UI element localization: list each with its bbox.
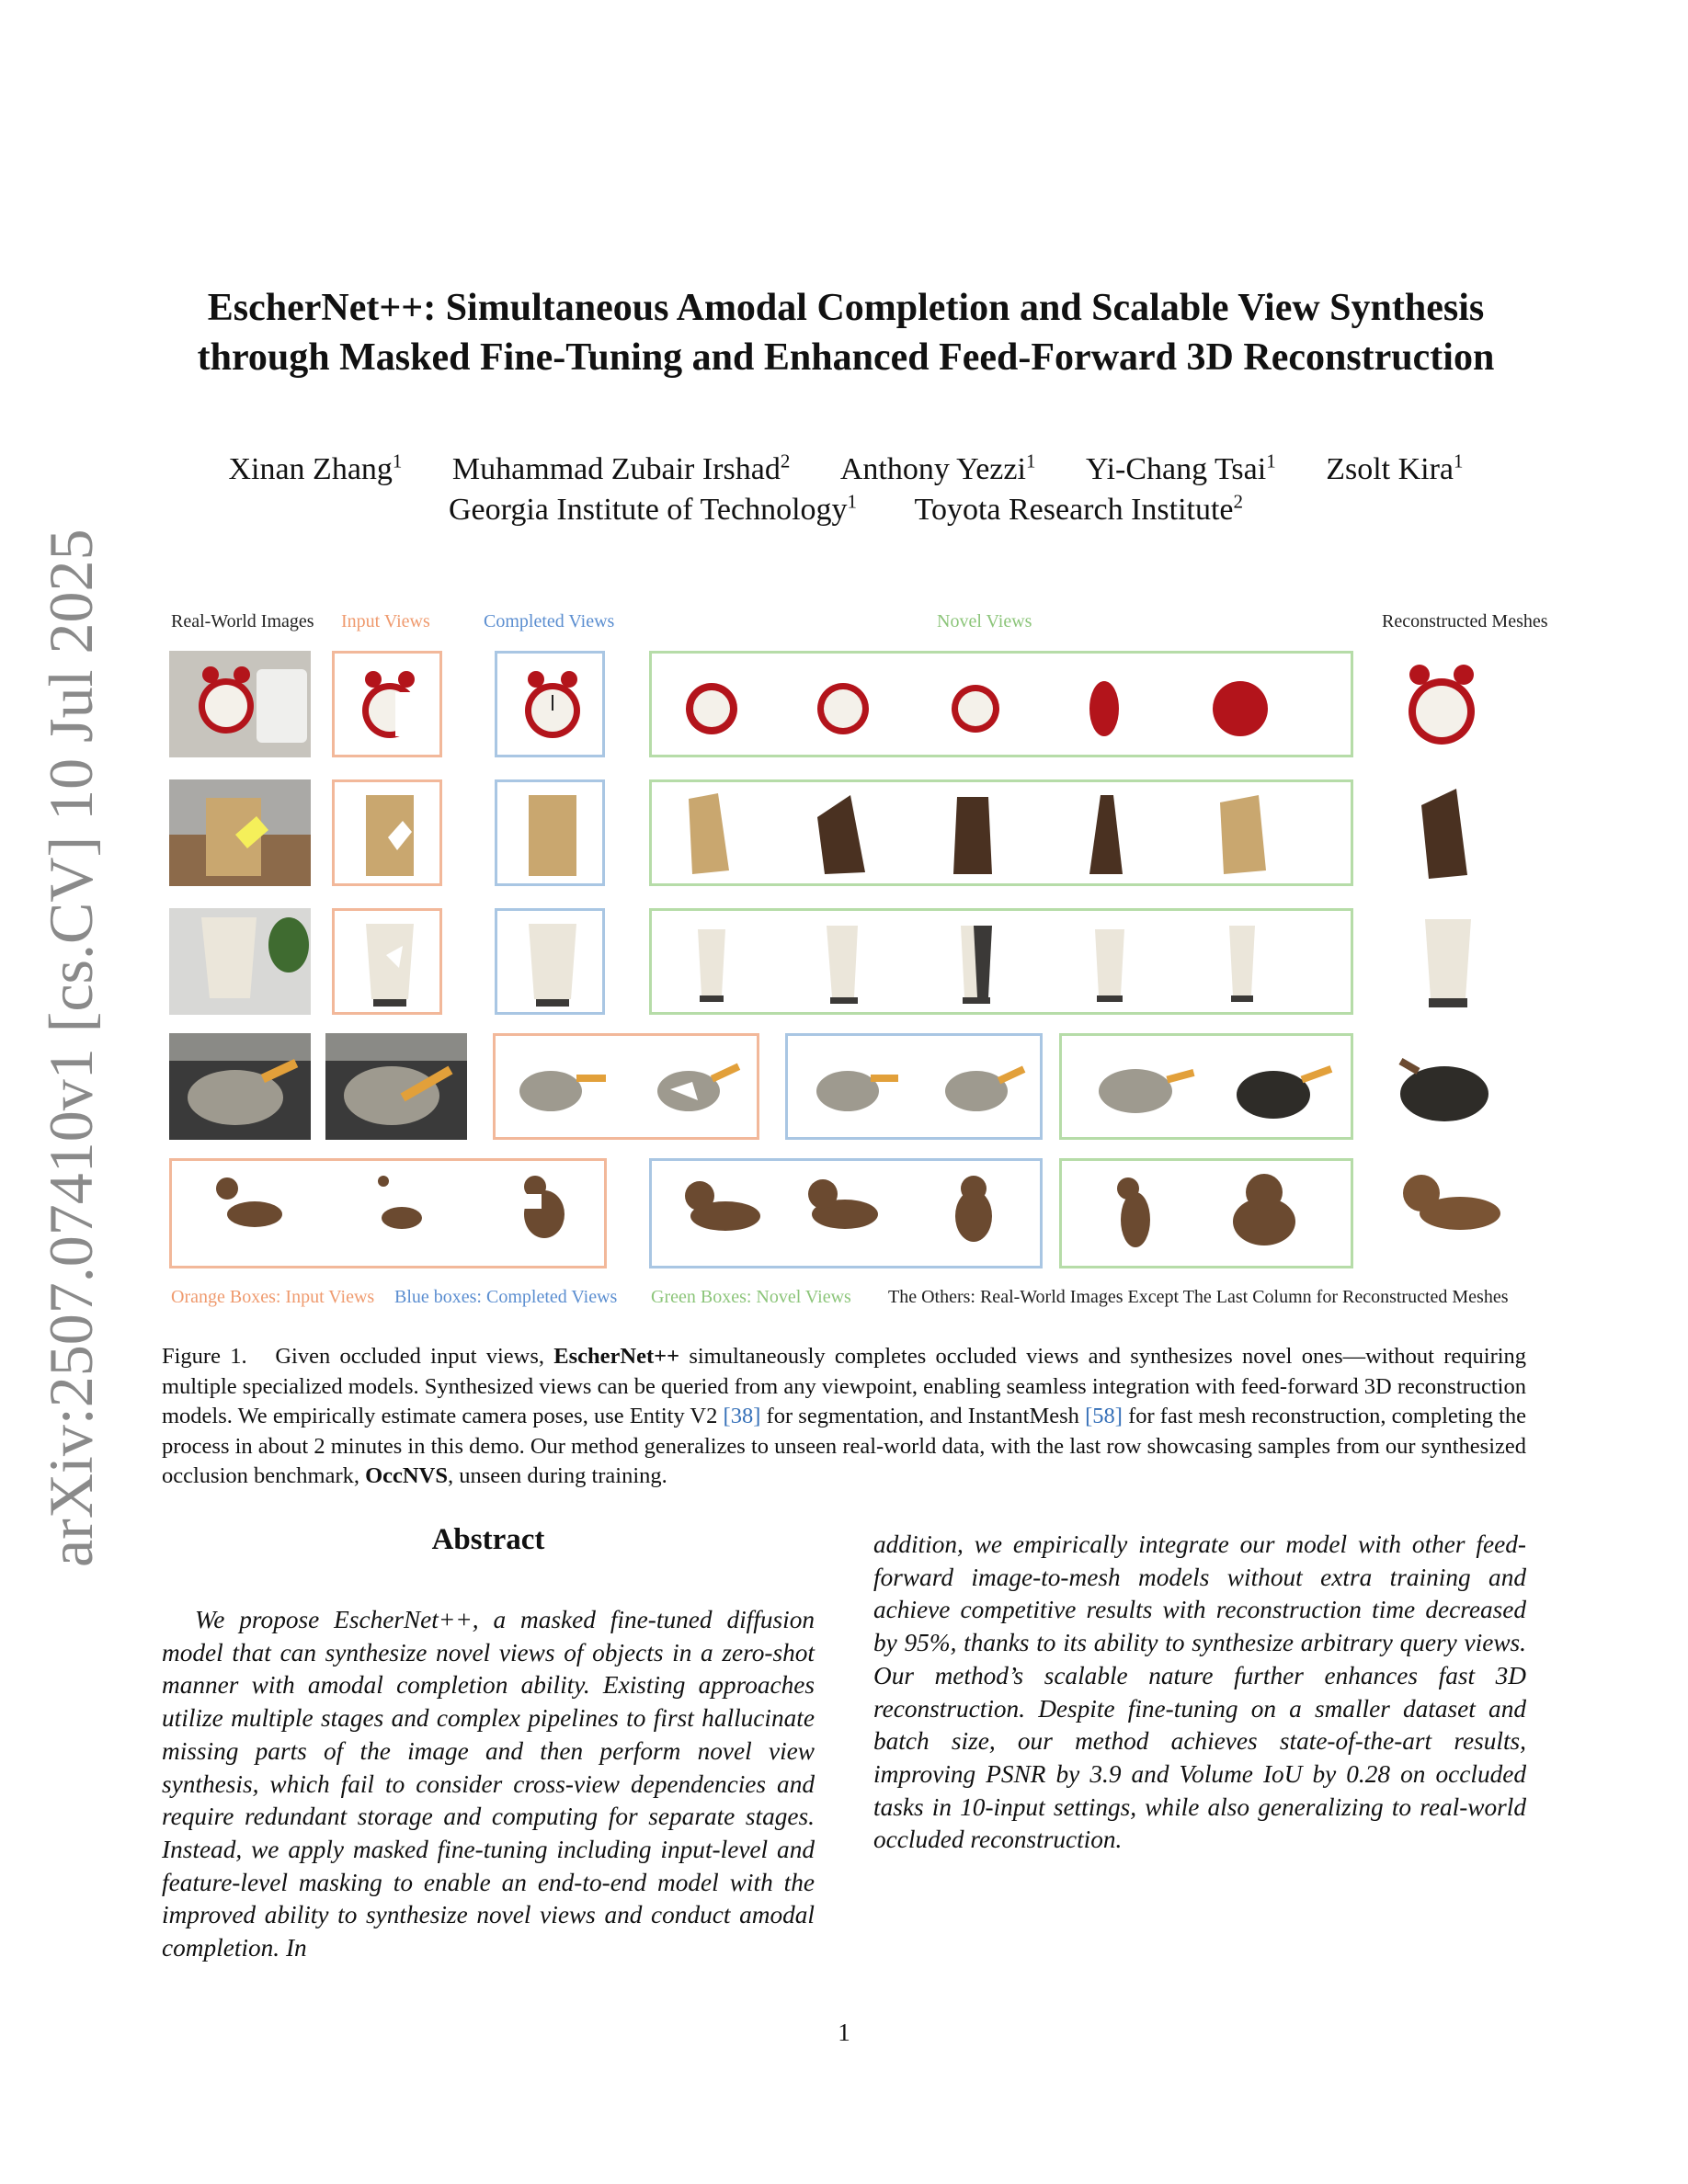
completed-view-box — [495, 779, 605, 886]
caption-method-name: EscherNet++ — [553, 1344, 680, 1369]
novel-views-box — [649, 651, 1353, 757]
author-affil-mark: 1 — [1025, 450, 1036, 472]
caption-label: Figure 1. — [162, 1344, 247, 1369]
author-name: Anthony Yezzi — [839, 452, 1026, 487]
mesh-clock — [1394, 654, 1489, 756]
affiliation — [915, 493, 1243, 527]
real-world-photo-pot-2 — [325, 1033, 467, 1140]
author-name: Xinan Zhang — [228, 452, 393, 487]
completed-views-box — [785, 1033, 1043, 1140]
author-name: Zsolt Kira — [1326, 452, 1454, 487]
mesh-pot — [1394, 1048, 1495, 1131]
mesh-bag — [1403, 783, 1486, 884]
abstract-heading: Abstract — [431, 1523, 545, 1556]
completed-views-box — [649, 1158, 1043, 1268]
author-affil-mark: 1 — [392, 450, 403, 472]
caption-text: Given occluded input views, — [275, 1344, 545, 1369]
input-view-box — [332, 651, 442, 757]
label-input-views: Input Views — [341, 611, 430, 631]
label-novel-views: Novel Views — [937, 611, 1032, 631]
legend-green: Green Boxes: Novel Views — [651, 1287, 851, 1307]
caption-text: , unseen during training. — [447, 1463, 667, 1488]
legend-orange: Orange Boxes: Input Views — [171, 1287, 375, 1307]
novel-views-box — [649, 908, 1353, 1015]
input-view-box — [332, 908, 442, 1015]
mesh-lion — [1394, 1162, 1513, 1263]
affiliation-mark: 2 — [1233, 491, 1244, 513]
novel-views-box — [649, 779, 1353, 886]
affiliation-mark: 1 — [847, 491, 858, 513]
author-affil-mark: 1 — [1454, 450, 1464, 472]
real-world-photo-lamp — [169, 908, 311, 1015]
caption-benchmark-name: OccNVS — [365, 1463, 448, 1488]
completed-view-box — [495, 651, 605, 757]
paper-title — [138, 283, 1554, 382]
caption-text: for segmentation, and InstantMesh — [766, 1404, 1079, 1428]
real-world-photo-pot-1 — [169, 1033, 311, 1140]
legend-blue: Blue boxes: Completed Views — [394, 1287, 618, 1307]
affiliation-name: Toyota Research Institute — [914, 493, 1234, 528]
abstract-text-left: We propose EscherNet++, a masked fine-tuned diffusion model that can synthesize novel views of objects in a zero-shot manner with amodal completion ability. Existing approaches utilize multiple stages and complex pipelines to first hallucinate missing parts of the image and then perform novel view synthesis, which fail to consider cross-view dependencies and require redundant storage and computing for separate stages. Instead, we apply masked fine-tuning including input-level and feature-level masking to enable an end-to-end model with the improved ability to synthesize novel views and conduct amodal completion. In — [162, 1606, 815, 1962]
citation-link[interactable]: [38] — [723, 1404, 761, 1428]
real-world-photo-bag — [169, 779, 311, 886]
page-number: 1 — [838, 2019, 850, 2046]
teaser-figure — [162, 607, 1559, 1314]
author-name: Yi-Chang Tsai — [1085, 452, 1267, 487]
figure-caption — [162, 1342, 1526, 1492]
input-views-box — [493, 1033, 759, 1140]
citation-link[interactable]: [58] — [1085, 1404, 1123, 1428]
author-name: Muhammad Zubair Irshad — [451, 452, 781, 487]
author-affil-mark: 1 — [1266, 450, 1276, 472]
caption-text: simultaneously completes occluded views and synthesizes novel ones—without requiring multiple specialized models. Synthesized views can be queried from any viewpoint, enabling seamless integration with feed-forward 3D reconstruction models. We empirically estimate camera poses, use Entity V2 — [162, 1344, 1527, 1428]
label-completed-views: Completed Views — [484, 611, 615, 631]
abstract-text-right: addition, we empirically integrate our model with other feed-forward image-to-mesh models without extra training and achieve competitive results with reconstruction time decreased by 95%, thanks to its ability to synthesize arbitrary query views. Our method’s scalable nature further enhances fast 3D reconstruction. Despite fine-tuning on a smaller dataset and batch size, our method achieves state-of-the-art results, improving PSNR by 3.9 and Volume IoU by 0.28 on occluded tasks in 10-input settings, while also generalizing to real-world occluded reconstruction. — [873, 1530, 1526, 1854]
arxiv-id: arXiv:2507.07410v1 [cs.CV] 10 Jul 2025 — [36, 529, 106, 1567]
caption-text: for fast mesh reconstruction, completing the process in about 2 minutes in this demo. Our method generalizes to unseen real-world data, with the last row showcasing samples from our synthesized occlusion benchmark, — [162, 1404, 1526, 1488]
label-real-world: Real-World Images — [171, 611, 314, 631]
input-view-box — [332, 779, 442, 886]
affiliation-list — [138, 482, 1554, 530]
legend-others: The Others: Real-World Images Except The Last Column for Reconstructed Meshes — [888, 1287, 1509, 1307]
real-world-photo-clock — [169, 651, 311, 757]
mesh-lamp — [1412, 912, 1486, 1013]
affiliation-name: Georgia Institute of Technology — [448, 493, 848, 528]
title-line-2: through Masked Fine-Tuning and Enhanced Feed-Forward 3D Reconstruction — [197, 336, 1495, 379]
novel-views-box — [1059, 1033, 1353, 1140]
input-views-box — [169, 1158, 607, 1268]
completed-view-box — [495, 908, 605, 1015]
label-reconstructed-meshes: Reconstructed Meshes — [1382, 611, 1548, 631]
affiliation — [449, 493, 857, 527]
novel-views-box — [1059, 1158, 1353, 1268]
title-line-1: EscherNet++: Simultaneous Amodal Completion and Scalable View Synthesis — [207, 287, 1485, 329]
author-affil-mark: 2 — [780, 450, 791, 472]
